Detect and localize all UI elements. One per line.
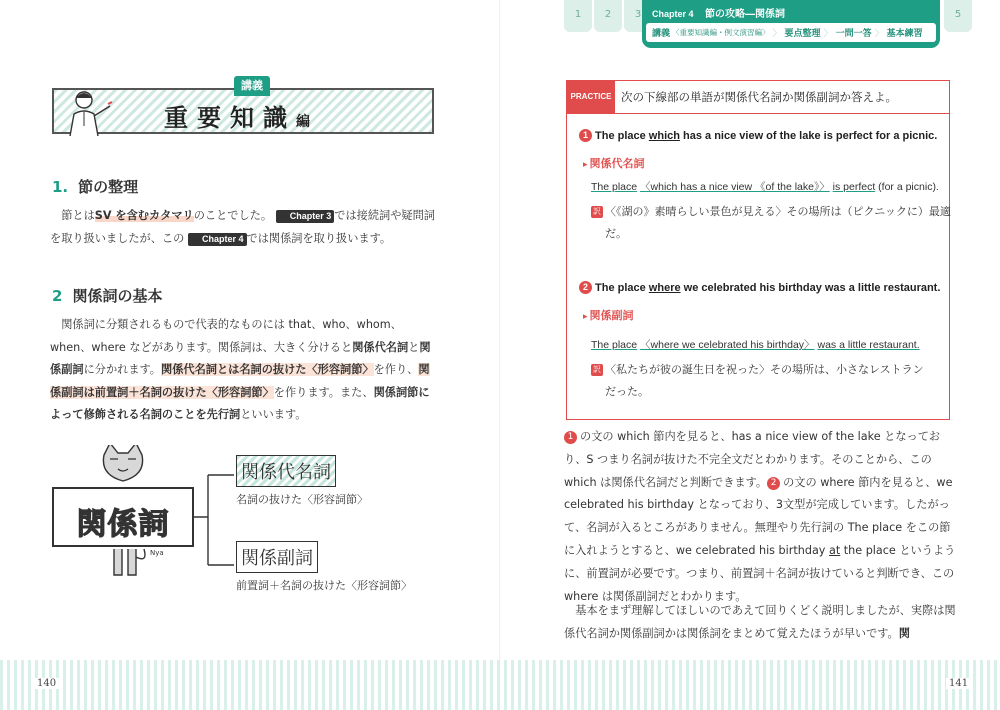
text-span: だった。 (605, 385, 649, 398)
key-term-highlight: 関係代名詞とは名詞の抜けた〈形容詞節〉 (161, 363, 374, 376)
underlined-word: which (648, 130, 680, 142)
practice-item-2 (579, 281, 940, 294)
section-number: 1. (52, 178, 69, 196)
relative-adverb-desc: 前置詞＋名詞の抜けた〈形容詞節〉 (236, 579, 412, 592)
text-span: 関係詞に分類されるもので代表的なものには that、who、whom、when、where などがあります。関係詞は、大きく分けると (50, 318, 402, 354)
answer-category-1: ▸ 関係代名詞 (583, 155, 645, 171)
chapter-ref-badge: Chapter 3 (276, 210, 335, 223)
chapter-ref-badge: Chapter 4 (188, 233, 247, 246)
subnav-lecture-sub: 〈重要知識編・例文演習編〉 (672, 28, 770, 37)
item-number-badge: 2 (767, 477, 780, 490)
relative-sign-text: 関係詞 (76, 507, 170, 542)
analysis-modifier: (for a picnic). (878, 181, 939, 193)
analysis-clause: 〈which has a nice view 《of the lake》〉 (640, 181, 830, 193)
text-span: The place (595, 282, 649, 294)
cat-tag: Nya (150, 549, 164, 557)
section-title: 関係詞の基本 (72, 287, 163, 305)
divider (567, 113, 949, 114)
chapter-tab-5[interactable]: 5 (944, 0, 972, 32)
text-span: 基本をまず理解してほしいのであえて回りくどく説明しましたが、実際は関係代名詞か関係副詞かは関係詞をまとめて覚えたほうが早いです。 (564, 604, 956, 640)
paragraph-relatives (50, 314, 436, 427)
chapter-tab-active[interactable] (642, 0, 940, 48)
item-number-badge: 2 (579, 281, 592, 294)
lecture-tag: 講義 (234, 76, 270, 96)
chapter-title (652, 5, 785, 20)
text-span: 節とは (61, 209, 95, 222)
lecture-title-suffix: 編 (296, 114, 310, 130)
chapter-tab-2[interactable]: 2 (594, 0, 622, 32)
text-span: the place というように、前置詞が必要です。つまり、前置詞＋名詞が抜けていると判断でき、この where は関係副詞だとわかります。 (564, 543, 956, 603)
section-title: 節の整理 (78, 178, 139, 196)
relative-pronoun-box: 関係代名詞 (236, 455, 336, 487)
practice-item-1 (579, 129, 937, 142)
underlined-word: at (828, 543, 841, 557)
analysis-subject: The place (591, 181, 638, 193)
answer-analysis-1 (591, 179, 939, 194)
practice-box (566, 80, 950, 420)
text-span: を作ります。また、 (273, 385, 374, 399)
footer-stripe (0, 660, 1000, 710)
text-span: と (408, 340, 420, 354)
lecture-title-main: 重要知識 (164, 103, 296, 132)
chapter-tabs (564, 0, 970, 68)
relative-sign (52, 487, 194, 547)
key-term: 関係副詞 (50, 340, 431, 376)
lecture-header (52, 79, 434, 134)
section-heading-1 (52, 176, 138, 197)
paragraph-clause (50, 205, 436, 250)
teacher-illustration-icon (62, 86, 114, 136)
chevron-right-icon: 〉 (874, 29, 884, 39)
translation-icon: 訳 (593, 365, 601, 374)
text-span: を作り、 (373, 363, 419, 376)
text-span: 〈私たちが彼の誕生日を祝った〉その場所は、小さなレストラン (605, 363, 924, 376)
chevron-right-icon: 〉 (823, 29, 833, 39)
section-heading-2 (52, 285, 162, 306)
item-number-badge: 1 (579, 129, 592, 142)
chapter-tab-1[interactable]: 1 (564, 0, 592, 32)
lecture-title (164, 98, 310, 133)
key-term: 関係代名詞 (352, 340, 409, 354)
section-number: 2 (52, 287, 63, 305)
explanation-paragraph-1 (564, 426, 956, 608)
text-span: では接続詞や疑問詞を取り扱いましたが、この (50, 209, 435, 245)
analysis-verb: was a little restaurant. (817, 339, 920, 351)
key-term-highlight: 関係副詞は前置詞＋名詞の抜けた〈形容詞節〉 (50, 363, 430, 399)
analysis-clause: 〈where we celebrated his birthday〉 (640, 339, 815, 351)
practice-label: PRACTICE (567, 81, 615, 113)
text-span: we celebrated his birthday was a little restaurant. (680, 282, 941, 294)
practice-question: 次の下線部の単語が関係代名詞か関係副詞か答えよ。 (621, 90, 897, 104)
analysis-verb: is perfect (832, 181, 876, 193)
answer-category-2: ▸ 関係副詞 (583, 307, 634, 323)
translation-2 (591, 359, 924, 403)
text-span: に分かれます。 (83, 363, 161, 376)
text-span: 〈《湖の》素晴らしい景色が見える〉その場所は（ピクニックに）最適 (605, 205, 951, 218)
page-number-right: 141 (946, 678, 971, 689)
text-span: の文の which 節内を見ると、has a nice view of the lake となっており、S つまり名詞が抜けた不完全文だとわかります。そのことから、この which は関係代名詞だと判断できます。 (564, 430, 941, 489)
relative-adverb-box: 関係副詞 (236, 541, 318, 573)
relative-pronoun-desc: 名詞の抜けた〈形容詞節〉 (236, 493, 368, 506)
underlined-word: where (648, 282, 681, 294)
analysis-subject: The place (591, 339, 638, 351)
text-span: だ。 (605, 227, 627, 240)
text-span: The place (595, 130, 649, 142)
page-gutter (499, 0, 501, 660)
text-span: といいます。 (240, 408, 307, 421)
translation-icon: 訳 (593, 207, 601, 216)
subnav-lecture[interactable]: 講義 (652, 29, 671, 39)
explanation-paragraph-2 (564, 600, 956, 646)
chapter-label: Chapter 4 (652, 9, 694, 19)
text-span: has a nice view of the lake is perfect for a picnic. (679, 130, 938, 142)
chapter-name: 節の攻略―関係詞 (705, 9, 785, 20)
text-span: の文の where 節内を見ると、we celebrated his birthday となっており、3文型が完成しています。したがって、名詞が入るところがありません。無理やり先行詞の The place をこの節に入れようとすると、we celebrated his birthday (564, 475, 953, 557)
key-term: 関係詞節によって修飾される名詞のことを先行詞 (50, 385, 430, 421)
subnav-qa[interactable]: 一問一答 (835, 29, 872, 39)
chapter-tab-3[interactable]: 3 (624, 0, 652, 32)
text-span: では関係詞を取り扱います。 (246, 231, 392, 245)
text-span: 関 (898, 626, 910, 640)
item-number-badge: 1 (564, 431, 577, 444)
text-span: のことでした。 (193, 209, 273, 222)
translation-1 (591, 201, 951, 245)
section-subnav (646, 23, 936, 42)
relatives-diagram (48, 445, 448, 605)
subnav-basic[interactable]: 基本練習 (886, 29, 923, 39)
page-number-left: 140 (34, 678, 59, 689)
key-term: SV を含むカタマリ (94, 209, 194, 222)
chevron-right-icon: 〉 (772, 29, 782, 39)
subnav-point[interactable]: 要点整理 (784, 29, 821, 39)
answer-analysis-2 (591, 337, 920, 352)
